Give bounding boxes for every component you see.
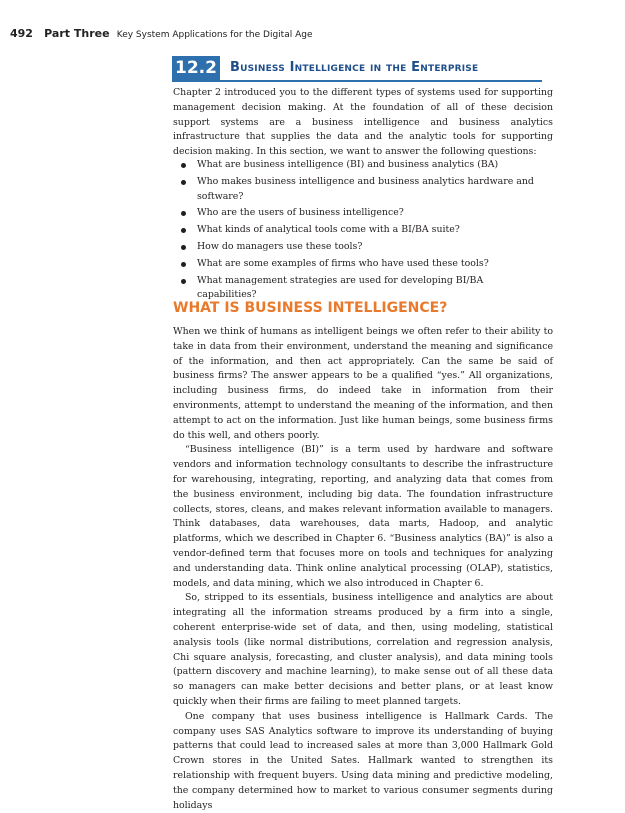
bullet-icon xyxy=(181,279,186,284)
list-item: What are business intelligence (BI) and business analytics (BA) xyxy=(181,158,541,173)
running-head xyxy=(10,27,313,40)
bullet-icon xyxy=(181,245,186,250)
section-heading xyxy=(172,56,542,82)
body-paragraph: So, stripped to its essentials, business intelligence and analytics are about integrating all the information streams produced by a firm into a single, coherent enterprise-wide set of data, and then, using modeling, statistical analysis tools (like normal distributions, correlation and regression analysis, Chi square analysis, forecasting, and cluster analysis), and data mining tools (pattern discovery and machine learning), to make sense out of all these data so managers can make better decisions and better plans, or at least know quickly when their firms are failing to meet planned targets. xyxy=(173,592,553,707)
list-item: What management strategies are used for developing BI/BA capabilities? xyxy=(181,274,541,304)
list-item: How do managers use these tools? xyxy=(181,240,541,255)
list-item: What kinds of analytical tools come with a BI/BA suite? xyxy=(181,223,541,238)
intro-paragraph xyxy=(173,86,553,160)
subheading: WHAT IS BUSINESS INTELLIGENCE? xyxy=(173,300,448,316)
intro-text: Chapter 2 introduced you to the different types of systems used for supporting management decision making. At the foundation of all of these decision support systems are a business intelligence and business analytics infrastructure that supplies the data and the analytic tools for supporting decision making. In this section, we want to answer the following questions: xyxy=(173,87,553,158)
section-title: Business Intelligence in the Enterprise xyxy=(230,60,479,75)
bullet-icon xyxy=(181,262,186,267)
bullet-icon xyxy=(181,211,186,216)
question-list xyxy=(181,158,541,305)
list-item: Who makes business intelligence and business analytics hardware and software? xyxy=(181,175,541,205)
body-paragraph: One company that uses business intelligence is Hallmark Cards. The company uses SAS Analytics software to improve its understanding of buying patterns that could lead to increased sales at more than 3,000 Hallmark Gold Crown stores in the United Sates. Hallmark wanted to strengthen its relationship with frequent buyers. Using data mining and predictive modeling, the company determined how to market to various consumer segments during holidays xyxy=(173,710,553,811)
part-label: Part Three xyxy=(44,27,110,40)
bullet-icon xyxy=(181,180,186,185)
bullet-icon xyxy=(181,228,186,233)
book-title: Key System Applications for the Digital Age xyxy=(116,30,313,40)
bullet-icon xyxy=(181,163,186,168)
page-number: 492 xyxy=(10,27,33,40)
body-text xyxy=(173,325,553,813)
list-item: What are some examples of firms who have used these tools? xyxy=(181,257,541,272)
list-item: Who are the users of business intelligence? xyxy=(181,206,541,221)
body-paragraph: When we think of humans as intelligent beings we often refer to their ability to take in data from their environment, understand the meaning and significance of the information, and then act appropriately. Can the same be said of business firms? The answer appears to be a qualified “yes.” All organizations, including business firms, do indeed take in information from their environments, attempt to understand the meaning of the information, and then attempt to act on the information. Just like human beings, some business firms do this well, and others poorly. xyxy=(173,326,553,441)
section-number: 12.2 xyxy=(172,56,220,80)
body-paragraph: “Business intelligence (BI)” is a term used by hardware and software vendors and information technology consultants to describe the infrastructure for warehousing, integrating, reporting, and analyzing data that comes from the business environment, including big data. The foundation infrastructure collects, stores, cleans, and makes relevant information available to managers. Think databases, data warehouses, data marts, Hadoop, and analytic platforms, which we described in Chapter 6. “Business analytics (BA)” is also a vendor-defined term that focuses more on tools and techniques for analyzing and understanding data. Think online analytical processing (OLAP), statistics, models, and data mining, which we also introduced in Chapter 6. xyxy=(173,444,553,589)
